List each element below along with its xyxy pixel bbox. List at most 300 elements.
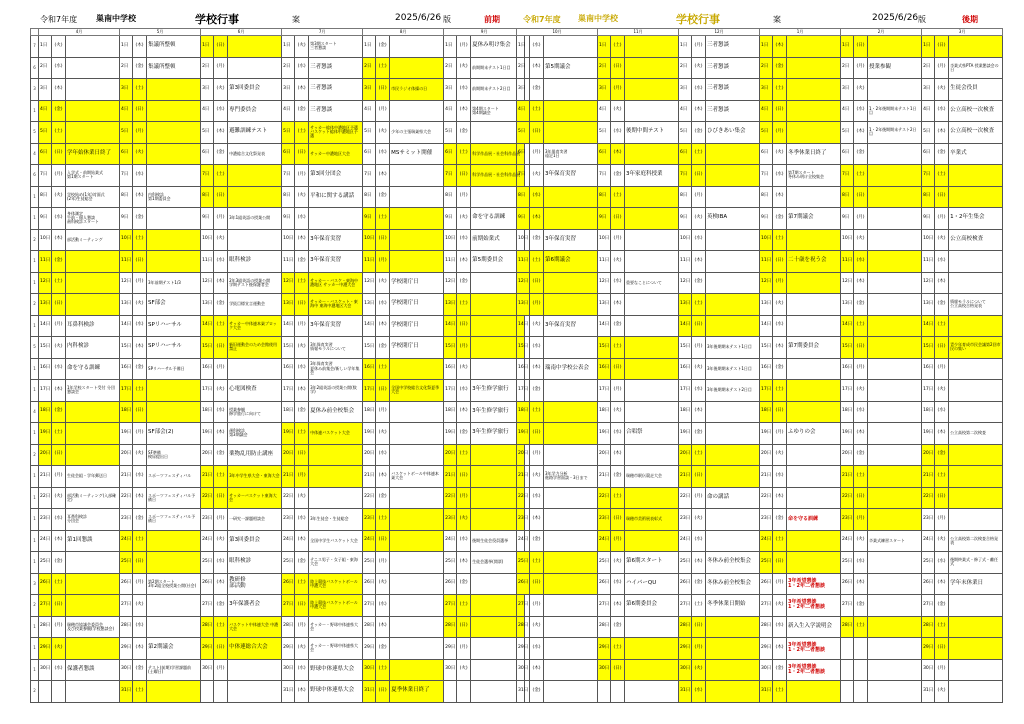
day-number: 6日 <box>760 143 773 165</box>
day-number: 26日 <box>760 573 773 595</box>
day-number: 26日 <box>39 573 52 595</box>
event-cell <box>625 380 679 402</box>
event-cell: 3年保育実習 <box>309 251 363 273</box>
weekday: (水) <box>530 337 544 359</box>
weekday: (火) <box>52 186 66 208</box>
event-cell <box>949 638 1003 660</box>
weekday: (月) <box>854 208 868 230</box>
schedule-second-half <box>516 28 1003 703</box>
day-number: 9日 <box>760 208 773 230</box>
day-number: 12日 <box>201 272 214 294</box>
event-cell <box>706 272 760 294</box>
day-number: 1日 <box>282 36 295 58</box>
weekday: (木) <box>530 659 544 681</box>
weekday: (木) <box>935 573 949 595</box>
event-cell: 集議所整頓 <box>147 36 201 58</box>
event-cell <box>147 79 201 101</box>
day-number: 27日 <box>922 595 935 617</box>
day-number: 28日 <box>363 616 376 638</box>
day-number: 22日 <box>444 487 457 509</box>
event-cell: SPリハーサル予備日 <box>147 358 201 380</box>
event-cell <box>949 165 1003 187</box>
weekday: (土) <box>214 315 228 337</box>
event-cell: 少年の主張瑞巣県大会 <box>390 122 444 144</box>
event-cell <box>625 487 679 509</box>
table-row <box>31 487 525 509</box>
day-number: 16日 <box>922 358 935 380</box>
day-number: 25日 <box>679 552 692 574</box>
day-number <box>841 681 854 703</box>
day-number: 4日 <box>922 100 935 122</box>
table-row <box>517 616 1003 638</box>
weekday: (木) <box>773 36 787 58</box>
school-left: 巣南中学校 <box>96 14 136 23</box>
row-number: 1 <box>31 272 39 294</box>
day-number: 4日 <box>282 100 295 122</box>
day-number: 23日 <box>922 509 935 531</box>
day-number: 25日 <box>598 552 611 574</box>
day-number: 24日 <box>282 530 295 552</box>
event-cell <box>706 423 760 445</box>
day-number: 16日 <box>120 358 133 380</box>
day-number: 9日 <box>598 208 611 230</box>
event-cell: 第5期議会 <box>544 57 598 79</box>
day-number: 21日 <box>39 466 52 488</box>
weekday: (火) <box>376 122 390 144</box>
weekday: (月) <box>295 165 309 187</box>
event-cell: ハイパーQU <box>625 573 679 595</box>
event-cell: 中体連総合大会 <box>228 638 282 660</box>
day-number: 26日 <box>598 573 611 595</box>
term-left: 前期 <box>484 15 500 24</box>
weekday: (金) <box>935 294 949 316</box>
event-cell: MSサミット開催 <box>390 143 444 165</box>
row-number: 1 <box>31 380 39 402</box>
row-number: 1 <box>31 659 39 681</box>
day-number: 22日 <box>517 487 530 509</box>
weekday: (水) <box>773 616 787 638</box>
event-cell <box>147 251 201 273</box>
day-number: 27日 <box>363 595 376 617</box>
day-number: 28日 <box>444 616 457 638</box>
table-row <box>517 358 1003 380</box>
day-number <box>841 659 854 681</box>
weekday: (日) <box>854 186 868 208</box>
month-header: 5月 <box>120 29 201 36</box>
day-number: 7日 <box>363 165 376 187</box>
month-header: 9月 <box>444 29 525 36</box>
day-number: 10日 <box>922 229 935 251</box>
weekday: (土) <box>854 315 868 337</box>
day-number: 25日 <box>517 552 530 574</box>
event-cell <box>390 186 444 208</box>
day-number: 18日 <box>760 401 773 423</box>
event-cell <box>625 36 679 58</box>
row-number: 1 <box>31 487 39 509</box>
weekday: (木) <box>376 616 390 638</box>
day-number: 5日 <box>444 122 457 144</box>
weekday: (日) <box>611 57 625 79</box>
event-cell <box>625 337 679 359</box>
event-cell: SPリハーサル <box>147 315 201 337</box>
event-cell: 3年保育実習 情報モラルについて <box>309 337 363 359</box>
weekday: (水) <box>773 165 787 187</box>
event-cell: 内科検診 <box>66 337 120 359</box>
weekday: (水) <box>295 57 309 79</box>
day-number: 29日 <box>444 638 457 660</box>
row-number: 2 <box>31 229 39 251</box>
day-number: 9日 <box>120 208 133 230</box>
day-number: 15日 <box>282 337 295 359</box>
date-right: 2025/6/26 <box>872 13 919 23</box>
day-number: 28日 <box>517 616 530 638</box>
day-number: 8日 <box>363 186 376 208</box>
weekday: (水) <box>376 595 390 617</box>
day-number: 16日 <box>760 358 773 380</box>
day-number: 27日 <box>679 595 692 617</box>
table-row <box>31 186 525 208</box>
row-number: 2 <box>31 294 39 316</box>
event-cell <box>544 552 598 574</box>
day-number: 20日 <box>282 444 295 466</box>
day-number: 17日 <box>363 380 376 402</box>
event-cell <box>228 659 282 681</box>
weekday: (金) <box>295 100 309 122</box>
weekday: (火) <box>295 337 309 359</box>
weekday: (土) <box>52 423 66 445</box>
day-number: 4日 <box>679 100 692 122</box>
event-cell <box>390 229 444 251</box>
day-number: 10日 <box>679 229 692 251</box>
weekday: (金) <box>935 595 949 617</box>
weekday: (月) <box>611 530 625 552</box>
day-number: 1日 <box>39 36 52 58</box>
day-number: 14日 <box>598 315 611 337</box>
table-row <box>31 530 525 552</box>
event-cell <box>147 530 201 552</box>
event-cell <box>66 122 120 144</box>
table-row <box>31 251 525 273</box>
event-cell <box>309 487 363 509</box>
day-number: 26日 <box>922 573 935 595</box>
draft-right: 案 <box>773 15 781 24</box>
weekday: (月) <box>214 358 228 380</box>
day-number: 23日 <box>363 509 376 531</box>
weekday: (金) <box>376 36 390 58</box>
event-cell <box>66 401 120 423</box>
event-cell <box>66 444 120 466</box>
day-number: 5日 <box>598 122 611 144</box>
weekday: (木) <box>52 380 66 402</box>
event-cell: 避難訓練テスト <box>228 122 282 144</box>
event-cell: SF準備 検尿提出日 <box>147 444 201 466</box>
weekday: (日) <box>214 186 228 208</box>
weekday: (木) <box>133 638 147 660</box>
weekday: (土) <box>773 229 787 251</box>
table-row <box>31 509 525 531</box>
day-number: 29日 <box>598 638 611 660</box>
event-cell <box>66 251 120 273</box>
event-cell: 三者懇談 <box>706 36 760 58</box>
event-cell <box>544 487 598 509</box>
weekday: (木) <box>935 122 949 144</box>
day-number <box>841 638 854 660</box>
day-number: 16日 <box>517 358 530 380</box>
event-cell: 冬季休業日終了 <box>787 143 841 165</box>
event-cell: 第3回委員会 <box>228 530 282 552</box>
day-number: 6日 <box>517 143 530 165</box>
day-number: 29日 <box>39 638 52 660</box>
weekday: (火) <box>457 358 471 380</box>
day-number: 20日 <box>679 444 692 466</box>
day-number: 8日 <box>39 186 52 208</box>
day-number: 5日 <box>922 122 935 144</box>
row-number: 1 <box>31 466 39 488</box>
day-number: 21日 <box>363 466 376 488</box>
weekday: (土) <box>457 444 471 466</box>
day-number <box>598 681 611 703</box>
weekday: (金) <box>214 595 228 617</box>
day-number: 3日 <box>120 79 133 101</box>
event-cell <box>787 530 841 552</box>
weekday <box>52 681 66 703</box>
day-number: 6日 <box>120 143 133 165</box>
event-cell: 心電図検査 <box>228 380 282 402</box>
day-number: 22日 <box>841 487 854 509</box>
weekday: (金) <box>692 272 706 294</box>
weekday: (金) <box>854 294 868 316</box>
event-cell <box>544 616 598 638</box>
event-cell: サッカー・バスケ・東海中濃地区 サッカー中濃大会 <box>309 272 363 294</box>
event-cell <box>390 659 444 681</box>
weekday: (火) <box>773 294 787 316</box>
weekday: (月) <box>935 358 949 380</box>
day-number: 30日 <box>760 659 773 681</box>
day-number: 26日 <box>363 573 376 595</box>
table-row <box>517 487 1003 509</box>
weekday: (日) <box>376 380 390 402</box>
weekday: (日) <box>295 294 309 316</box>
weekday: (木) <box>214 122 228 144</box>
weekday: (火) <box>52 36 66 58</box>
weekday: (火) <box>773 595 787 617</box>
day-number: 24日 <box>922 530 935 552</box>
weekday: (火) <box>530 315 544 337</box>
event-cell <box>706 530 760 552</box>
day-number: 5日 <box>517 122 530 144</box>
day-number: 10日 <box>598 229 611 251</box>
weekday: (金) <box>376 337 390 359</box>
event-cell <box>625 358 679 380</box>
calendar-table <box>516 28 1003 703</box>
weekday: (火) <box>376 573 390 595</box>
month-header-row <box>517 29 1003 36</box>
weekday: (日) <box>854 36 868 58</box>
event-cell <box>544 79 598 101</box>
table-row <box>517 659 1003 681</box>
day-number: 28日 <box>679 616 692 638</box>
day-number: 19日 <box>39 423 52 445</box>
weekday: (日) <box>457 466 471 488</box>
event-cell <box>949 509 1003 531</box>
day-number: 2日 <box>517 57 530 79</box>
day-number: 8日 <box>841 186 854 208</box>
row-number: 1 <box>31 423 39 445</box>
day-number: 12日 <box>841 272 854 294</box>
day-number: 13日 <box>760 294 773 316</box>
weekday: (火) <box>692 659 706 681</box>
event-cell: 三者懇談 <box>706 57 760 79</box>
event-cell <box>868 337 922 359</box>
table-row <box>31 681 525 703</box>
weekday: (金) <box>773 208 787 230</box>
weekday: (火) <box>295 487 309 509</box>
event-cell: 学校閉庁日 <box>390 315 444 337</box>
weekday: (水) <box>214 401 228 423</box>
event-cell: 3年後期期末テスト1日目 <box>706 358 760 380</box>
day-number: 26日 <box>201 573 214 595</box>
title-right: 学校行事 <box>676 13 720 26</box>
day-number: 24日 <box>598 530 611 552</box>
event-cell: 情報モラルについて 公立高校合格発表 <box>949 294 1003 316</box>
day-number: 30日 <box>598 659 611 681</box>
event-cell <box>868 229 922 251</box>
table-row <box>517 165 1003 187</box>
event-cell: 専門委員会 <box>228 100 282 122</box>
weekday: (月) <box>611 380 625 402</box>
weekday: (火) <box>935 530 949 552</box>
weekday: (木) <box>295 681 309 703</box>
event-cell: 集議所整頓 <box>147 57 201 79</box>
table-row <box>517 251 1003 273</box>
day-number: 10日 <box>517 229 530 251</box>
event-cell <box>66 36 120 58</box>
weekday: (土) <box>773 79 787 101</box>
day-number: 5日 <box>679 122 692 144</box>
weekday: (水) <box>52 57 66 79</box>
event-cell: 野球中体連県大会 <box>309 681 363 703</box>
day-number: 1日 <box>120 36 133 58</box>
event-cell <box>66 638 120 660</box>
day-number: 24日 <box>201 530 214 552</box>
day-number: 2日 <box>120 57 133 79</box>
weekday: (金) <box>52 401 66 423</box>
day-number: 19日 <box>201 423 214 445</box>
event-cell: サッカー中濃地区大会 <box>309 143 363 165</box>
weekday: (火) <box>935 681 949 703</box>
day-number: 17日 <box>39 380 52 402</box>
event-cell <box>868 638 922 660</box>
day-number: 27日 <box>444 595 457 617</box>
event-cell: 教研修 部活動 <box>228 573 282 595</box>
day-number: 15日 <box>760 337 773 359</box>
table-row <box>517 208 1003 230</box>
weekday: (火) <box>457 208 471 230</box>
event-cell <box>787 552 841 574</box>
weekday: (月) <box>376 251 390 273</box>
weekday: (水) <box>457 380 471 402</box>
weekday: (日) <box>530 573 544 595</box>
event-cell <box>706 165 760 187</box>
event-cell <box>544 380 598 402</box>
table-row <box>31 36 525 58</box>
row-number: 3 <box>31 573 39 595</box>
weekday: (金) <box>530 530 544 552</box>
day-number: 21日 <box>841 466 854 488</box>
table-row <box>517 122 1003 144</box>
weekday: (金) <box>530 681 544 703</box>
table-row <box>517 423 1003 445</box>
weekday: (土) <box>611 337 625 359</box>
event-cell <box>544 186 598 208</box>
table-row <box>517 36 1003 58</box>
event-cell: 3年生徒会・生徒総会 <box>309 509 363 531</box>
weekday: (火) <box>214 530 228 552</box>
day-number: 2日 <box>444 57 457 79</box>
day-number: 7日 <box>282 165 295 187</box>
event-cell: 第3期スタート 三者懇談 <box>309 36 363 58</box>
day-number: 22日 <box>922 487 935 509</box>
day-number: 2日 <box>679 57 692 79</box>
day-number: 17日 <box>201 380 214 402</box>
table-row <box>31 401 525 423</box>
event-cell: 3年2組英語の授業公開(数学) <box>309 380 363 402</box>
row-number: 1 <box>31 251 39 273</box>
day-number: 15日 <box>679 337 692 359</box>
weekday: (日) <box>773 401 787 423</box>
weekday: (土) <box>52 122 66 144</box>
event-cell: サッカー・野球中体連県大会 <box>309 616 363 638</box>
weekday: (火) <box>214 79 228 101</box>
weekday: (木) <box>530 57 544 79</box>
day-number: 6日 <box>363 143 376 165</box>
weekday: (火) <box>52 337 66 359</box>
weekday: (土) <box>133 79 147 101</box>
event-cell: 2年3組英語の授業公開 学期テスト後保護者会 <box>228 272 282 294</box>
event-cell: 第4期スタート 第4期議会 <box>471 100 525 122</box>
table-row <box>31 466 525 488</box>
table-row <box>517 466 1003 488</box>
weekday: (木) <box>214 272 228 294</box>
day-number: 30日 <box>39 659 52 681</box>
weekday: (月) <box>692 337 706 359</box>
weekday: (土) <box>295 272 309 294</box>
weekday: (土) <box>295 573 309 595</box>
weekday: (火) <box>935 229 949 251</box>
day-number: 29日 <box>120 638 133 660</box>
weekday: (日) <box>611 509 625 531</box>
event-cell <box>544 294 598 316</box>
day-number: 28日 <box>39 616 52 638</box>
weekday: (木) <box>295 229 309 251</box>
event-cell: 眼科検診 <box>228 251 282 273</box>
day-number: 5日 <box>120 122 133 144</box>
weekday: (火) <box>611 100 625 122</box>
weekday: (水) <box>530 638 544 660</box>
event-cell <box>949 487 1003 509</box>
day-number: 8日 <box>922 186 935 208</box>
day-number: 25日 <box>444 552 457 574</box>
day-number: 12日 <box>598 272 611 294</box>
weekday: (月) <box>133 272 147 294</box>
event-cell: 卒業式 <box>949 143 1003 165</box>
event-cell: 合唱祭 <box>625 423 679 445</box>
event-cell <box>625 229 679 251</box>
event-cell: 第3回分団会 <box>309 165 363 187</box>
day-number: 29日 <box>517 638 530 660</box>
weekday: (木) <box>214 423 228 445</box>
event-cell: 1・2年後期期末テスト1日目 <box>868 100 922 122</box>
